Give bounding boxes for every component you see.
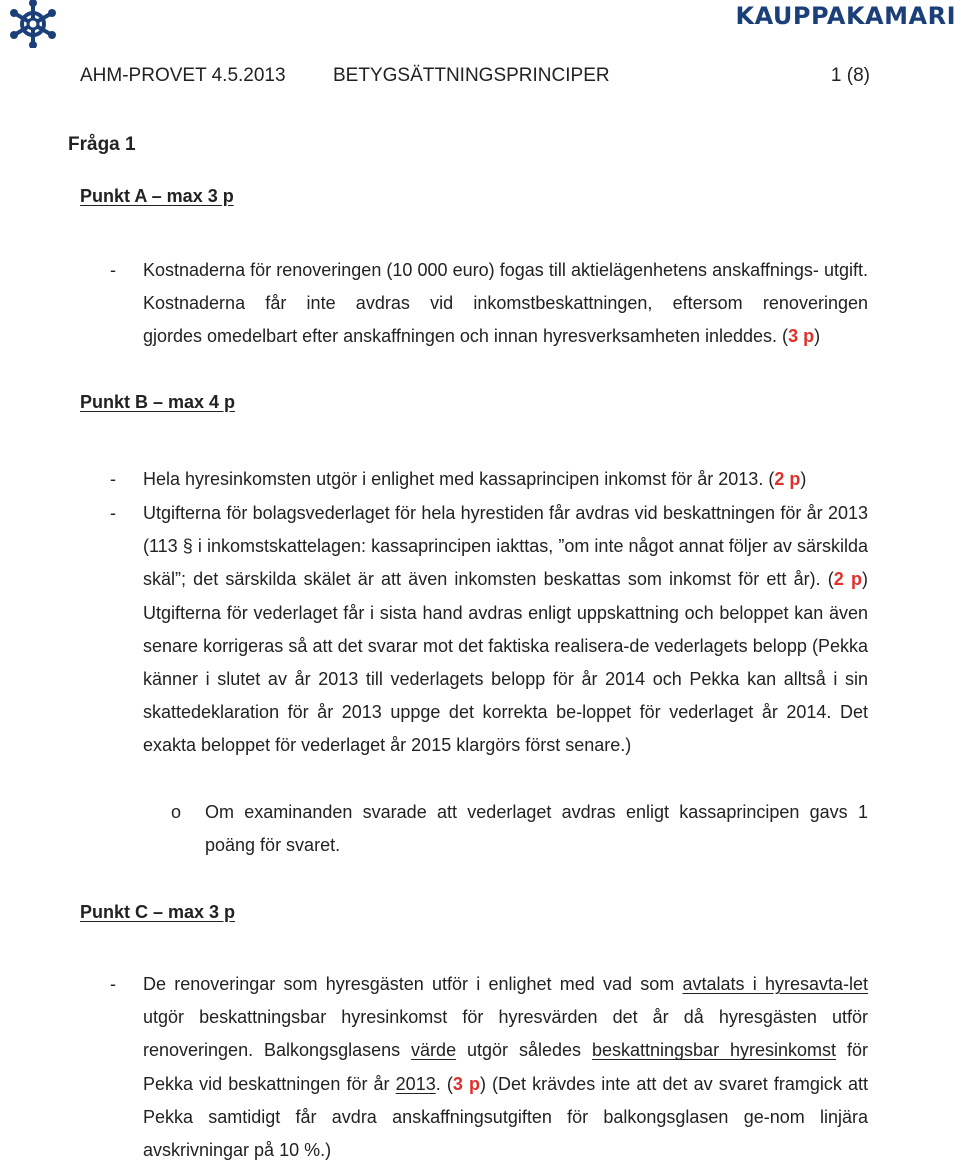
question-title: Fråga 1 xyxy=(68,134,136,155)
list-bullet: - xyxy=(110,503,116,523)
points-badge: 2 p xyxy=(833,569,862,590)
points-badge: 3 p xyxy=(452,1073,480,1094)
sub-list-bullet: o xyxy=(171,802,182,822)
section-heading-a: Punkt A – max 3 p xyxy=(80,186,234,206)
page-number: 1 (8) xyxy=(830,65,870,86)
list-item: Hela hyresinkomsten utgör i enlighet med kassaprincipen inkomst för år 2013. (2 p) xyxy=(143,469,807,489)
list-bullet: - xyxy=(110,974,116,994)
list-item: Kostnaderna för renoveringen (10 000 euro) fogas till aktielägenhetens anskaffnings- utgift. Kostnaderna får inte avdras vid inkomstbeskattningen, eftersom renoveringen gjordes omedelbart efter anskaffningen och innan hyresverksamheten inleddes. (3 p) xyxy=(143,260,868,347)
document-title: BETYGSÄTTNINGSPRINCIPER xyxy=(333,65,610,86)
list-bullet: - xyxy=(110,469,116,489)
points-badge: 2 p xyxy=(774,469,801,489)
sub-list-item: Om examinanden svarade att vederlaget avdras enligt kassaprincipen gavs 1 poäng för svaret. xyxy=(205,802,868,856)
document-header xyxy=(80,65,870,89)
list-item: De renoveringar som hyresgästen utför i enlighet med vad som avtalats i hyresavta-let utgör beskattningsbar hyresinkomst för hyresvärden det år då hyresgästen utför renoveringen. Balkongsglasens värde utgör således beskattningsbar hyresinkomst för Pekka vid beskattningen för år 2013. (3 p) (Det krävdes inte att det av svaret framgick att Pekka samtidigt får avdra anskaffningsutgiften för balkongsglasen ge-nom linjära avskrivningar på 10 %.) xyxy=(143,974,869,1161)
points-badge: 3 p xyxy=(788,326,815,347)
list-item: Utgifterna för bolagsvederlaget för hela hyrestiden får avdras vid beskattningen för år 2013 (113 § i inkomstskattelagen: kassaprincipen iakttas, ”om inte något annat följer av särskilda skäl”; det särskilda skälet är att även inkomsten beskattas som inkomst för ett år). (2 p) Utgifterna för vederlaget får i sista hand avdras enligt uppskattning och beloppet kan även senare korrigeras så att det svarar mot det faktiska realisera-de vederlagets belopp (Pekka känner i slutet av år 2013 till vederlagets belopp för år 2014 och Pekka kan alltså i sin skattedeklaration för år 2013 uppge det korrekta be-loppet för vederlaget år 2014. Det exakta beloppet för vederlaget år 2015 klargörs först senare.) xyxy=(143,503,868,756)
list-bullet: - xyxy=(110,260,116,280)
snowflake-ship-wheel-icon xyxy=(6,0,60,48)
brand-logo-text: KAUPPAKAMARI xyxy=(735,2,956,30)
section-heading-b: Punkt B – max 4 p xyxy=(80,392,236,412)
exam-date: AHM-PROVET 4.5.2013 xyxy=(80,65,286,86)
section-heading-c: Punkt C – max 3 p xyxy=(80,902,236,922)
